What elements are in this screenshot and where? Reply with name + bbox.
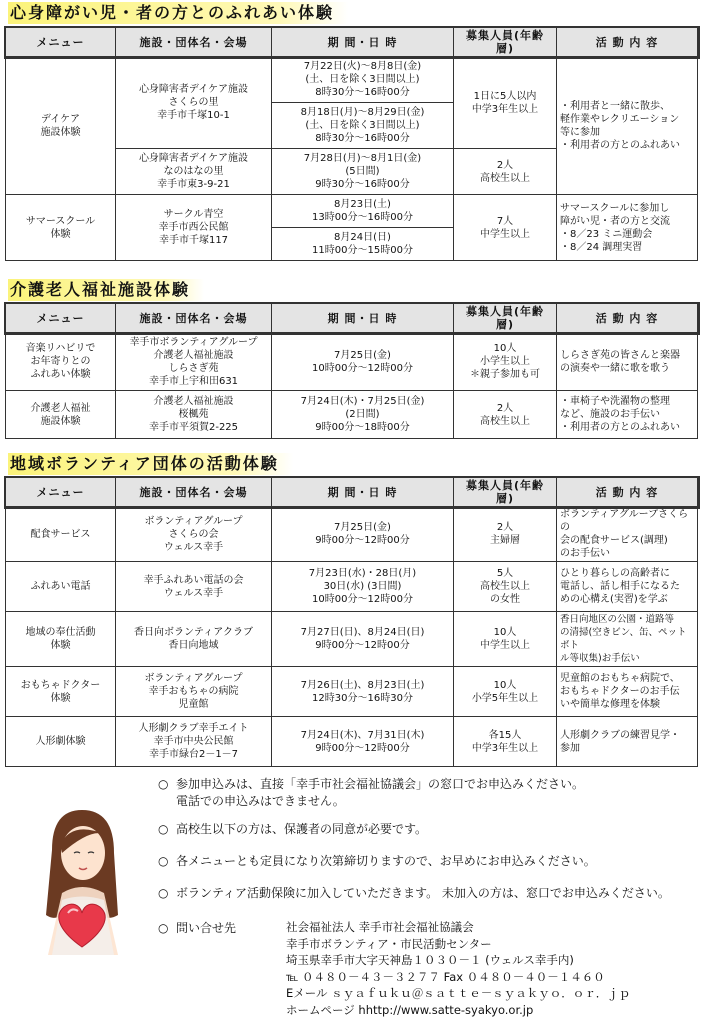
cell-dates: 7月27日(日)、8月24日(日) 9時00分～12時00分: [272, 612, 454, 667]
table-row: [6, 507, 698, 562]
header-people: 募集人員(年齢層): [454, 478, 557, 507]
cell-menu: デイケア 施設体験: [6, 57, 116, 195]
cell-people: 2人 主婦層: [454, 507, 557, 562]
cell-dates: 8月24日(日) 11時00分～15時00分: [272, 228, 454, 261]
note-item: [158, 853, 596, 870]
cell-menu: 人形劇体験: [6, 717, 116, 767]
cell-menu: おもちゃドクター 体験: [6, 667, 116, 717]
cell-dates: 7月26日(土)、8月23日(土) 12時30分～16時30分: [272, 667, 454, 717]
cell-people: 2人 高校生以上: [454, 391, 557, 439]
cell-facility: サークル青空 幸手市西公民館 幸手市千塚117: [116, 195, 272, 261]
cell-dates: 8月23日(土) 13時00分～16時00分: [272, 195, 454, 228]
cell-people: 各15人 中学3年生以上: [454, 717, 557, 767]
note-text: 参加申込みは、直接「幸手市社会福祉協議会」の窓口でお申込みください。 電話での申込みはできません。: [176, 777, 585, 808]
header-facility: 施設・団体名・会場: [116, 304, 272, 333]
cell-menu: 音楽リハビリで お年寄りとの ふれあい体験: [6, 333, 116, 391]
note-text: ボランティア活動保険に加入していただきます。 未加入の方は、窓口でお申込みください。: [176, 886, 670, 900]
cell-dates: 7月24日(木)・7月25日(金) (2日間) 9時00分～18時00分: [272, 391, 454, 439]
cell-people: 10人 小学生以上 ＊親子参加も可: [454, 333, 557, 391]
table-header-row: [6, 478, 698, 507]
cell-activity: 人形劇クラブの練習見学・ 参加: [557, 717, 698, 767]
table-row: [6, 612, 698, 667]
note-item: [158, 776, 584, 810]
cell-dates: 7月23日(水)・28日(月) 30日(水) (3日間) 10時00分～12時00分: [272, 562, 454, 612]
cell-people: 7人 中学生以上: [454, 195, 557, 261]
table-row: [6, 667, 698, 717]
cell-activity: しらさぎ苑の皆さんと楽器 の演奏や一緒に歌を歌う: [557, 333, 698, 391]
cell-facility: ボランティアグループ 幸手おもちゃの病院 児童館: [116, 667, 272, 717]
table-row: [6, 391, 698, 439]
circle-bullet-icon: ○: [158, 886, 169, 900]
contact-org: 社会福祉法人 幸手市社会福祉協議会: [286, 920, 474, 934]
woman-holding-heart-icon: [22, 805, 140, 955]
cell-facility: 心身障害者デイケア施設 なのはなの里 幸手市東3-9-21: [116, 149, 272, 195]
header-facility: 施設・団体名・会場: [116, 478, 272, 507]
cell-dates: 7月25日(金) 10時00分～12時00分: [272, 333, 454, 391]
cell-menu: 配食サービス: [6, 507, 116, 562]
header-menu: メニュー: [6, 28, 116, 57]
cell-people: 5人 高校生以上 の女性: [454, 562, 557, 612]
circle-bullet-icon: ○: [158, 854, 169, 868]
header-activity: 活 動 内 容: [557, 478, 698, 507]
header-activity: 活 動 内 容: [557, 28, 698, 57]
header-menu: メニュー: [6, 304, 116, 333]
contact-address: 埼玉県幸手市大字天神島１０３０－１ (ウェルス幸手内): [286, 953, 574, 967]
cell-people: 1日に5人以内 中学3年生以上: [454, 57, 557, 149]
header-people: 募集人員(年齢層): [454, 28, 557, 57]
section-title-elderly-care: 介護老人福祉施設体験: [8, 279, 204, 301]
contact-email[interactable]: Eメール ｓｙａｆｕｋｕ＠ｓａｔｔｅ－ｓｙａｋｙｏ．ｏｒ．ｊｐ: [286, 986, 631, 1000]
table-row: [6, 717, 698, 767]
contact-center: 幸手市ボランティア・市民活動センター: [286, 936, 492, 951]
cell-activity: サマースクールに参加し 障がい児・者の方と交流 ・8／23 ミニ運動会 ・8／24 調理実習: [557, 195, 698, 261]
cell-menu: ふれあい電話: [6, 562, 116, 612]
header-dates: 期 間・日 時: [272, 28, 454, 57]
cell-menu: 介護老人福祉 施設体験: [6, 391, 116, 439]
section-title-disability: 心身障がい児・者の方とのふれあい体験: [8, 2, 348, 24]
note-text: 各メニューとも定員になり次第締切りますので、お早めにお申込みください。: [176, 854, 596, 868]
cell-menu: 地域の奉仕活動 体験: [6, 612, 116, 667]
table-community-volunteer: [5, 477, 698, 767]
cell-facility: 心身障害者デイケア施設 さくらの里 幸手市千塚10-1: [116, 57, 272, 149]
cell-facility: ボランティアグループ さくらの会 ウェルス幸手: [116, 507, 272, 562]
cell-facility: 幸手ふれあい電話の会 ウェルス幸手: [116, 562, 272, 612]
circle-bullet-icon: ○: [158, 777, 169, 791]
cell-facility: 幸手市ボランティアグループ 介護老人福祉施設 しらさぎ苑 幸手市上宇和田631: [116, 333, 272, 391]
contact-details: [286, 919, 706, 1018]
table-elderly-care-experience: [5, 303, 698, 439]
contact-label: 問い合せ先: [176, 921, 237, 935]
cell-activity: ボランティアグループさくらの 会の配食サービス(調理) のお手伝い: [557, 507, 698, 562]
cell-dates: 7月24日(木)、7月31日(木) 9時00分～12時00分: [272, 717, 454, 767]
contact-homepage[interactable]: ホームページ hhttp://www.satte-syakyo.or.jp: [286, 1002, 534, 1017]
cell-people: 2人 高校生以上: [454, 149, 557, 195]
note-item: [158, 885, 670, 902]
section-title-community-volunteer: 地域ボランティア団体の活動体験: [8, 453, 293, 475]
cell-dates: 7月22日(火)～8月8日(金) (土、日を除く3日間以上) 8時30分～16時00分: [272, 57, 454, 103]
cell-activity: ・利用者と一緒に散歩、 軽作業やレクリエーション 等に参加 ・利用者の方とのふれあい: [557, 57, 698, 195]
table-header-row: [6, 304, 698, 333]
cell-people: 10人 中学生以上: [454, 612, 557, 667]
cell-activity: ・車椅子や洗濯物の整理 など、施設のお手伝い ・利用者の方とのふれあい: [557, 391, 698, 439]
contact-label-row: [158, 919, 236, 936]
cell-activity: ひとり暮らしの高齢者に 電話し、話し相手になるた めの心構え(実習)を学ぶ: [557, 562, 698, 612]
cell-people: 10人 小学5年生以上: [454, 667, 557, 717]
note-text: 高校生以下の方は、保護者の同意が必要です。: [176, 822, 428, 836]
table-row: [6, 562, 698, 612]
circle-bullet-icon: ○: [158, 822, 169, 836]
table-row: [6, 195, 698, 228]
table-header-row: [6, 28, 698, 57]
cell-facility: 香日向ボランティアクラブ 香日向地域: [116, 612, 272, 667]
header-dates: 期 間・日 時: [272, 478, 454, 507]
header-menu: メニュー: [6, 478, 116, 507]
table-disability-experience: [5, 27, 698, 261]
cell-dates: 7月25日(金) 9時00分～12時00分: [272, 507, 454, 562]
circle-bullet-icon: ○: [158, 921, 169, 935]
note-item: [158, 821, 427, 838]
header-people: 募集人員(年齢層): [454, 304, 557, 333]
header-activity: 活 動 内 容: [557, 304, 698, 333]
cell-dates: 7月28日(月)～8月1日(金) (5日間) 9時30分～16時00分: [272, 149, 454, 195]
cell-facility: 人形劇クラブ幸手エイト 幸手市中央公民館 幸手市緑台2－1－7: [116, 717, 272, 767]
table-row: [6, 333, 698, 391]
contact-phone-fax: ℡ ０４８０－４３－３２７７ Fax ０４８０－４０－１４６０: [286, 969, 605, 984]
cell-menu: サマースクール 体験: [6, 195, 116, 261]
header-dates: 期 間・日 時: [272, 304, 454, 333]
cell-dates: 8月18日(月)～8月29日(金) (土、日を除く3日間以上) 8時30分～16時00分: [272, 103, 454, 149]
cell-facility: 介護老人福祉施設 桜楓苑 幸手市平須賀2-225: [116, 391, 272, 439]
table-row: [6, 57, 698, 103]
header-facility: 施設・団体名・会場: [116, 28, 272, 57]
cell-activity: 香日向地区の公園・道路等 の清掃(空きビン、缶、ペットボト ル等収集)お手伝い: [557, 612, 698, 667]
cell-activity: 児童館のおもちゃ病院で、 おもちゃドクターのお手伝 いや簡単な修理を体験: [557, 667, 698, 717]
